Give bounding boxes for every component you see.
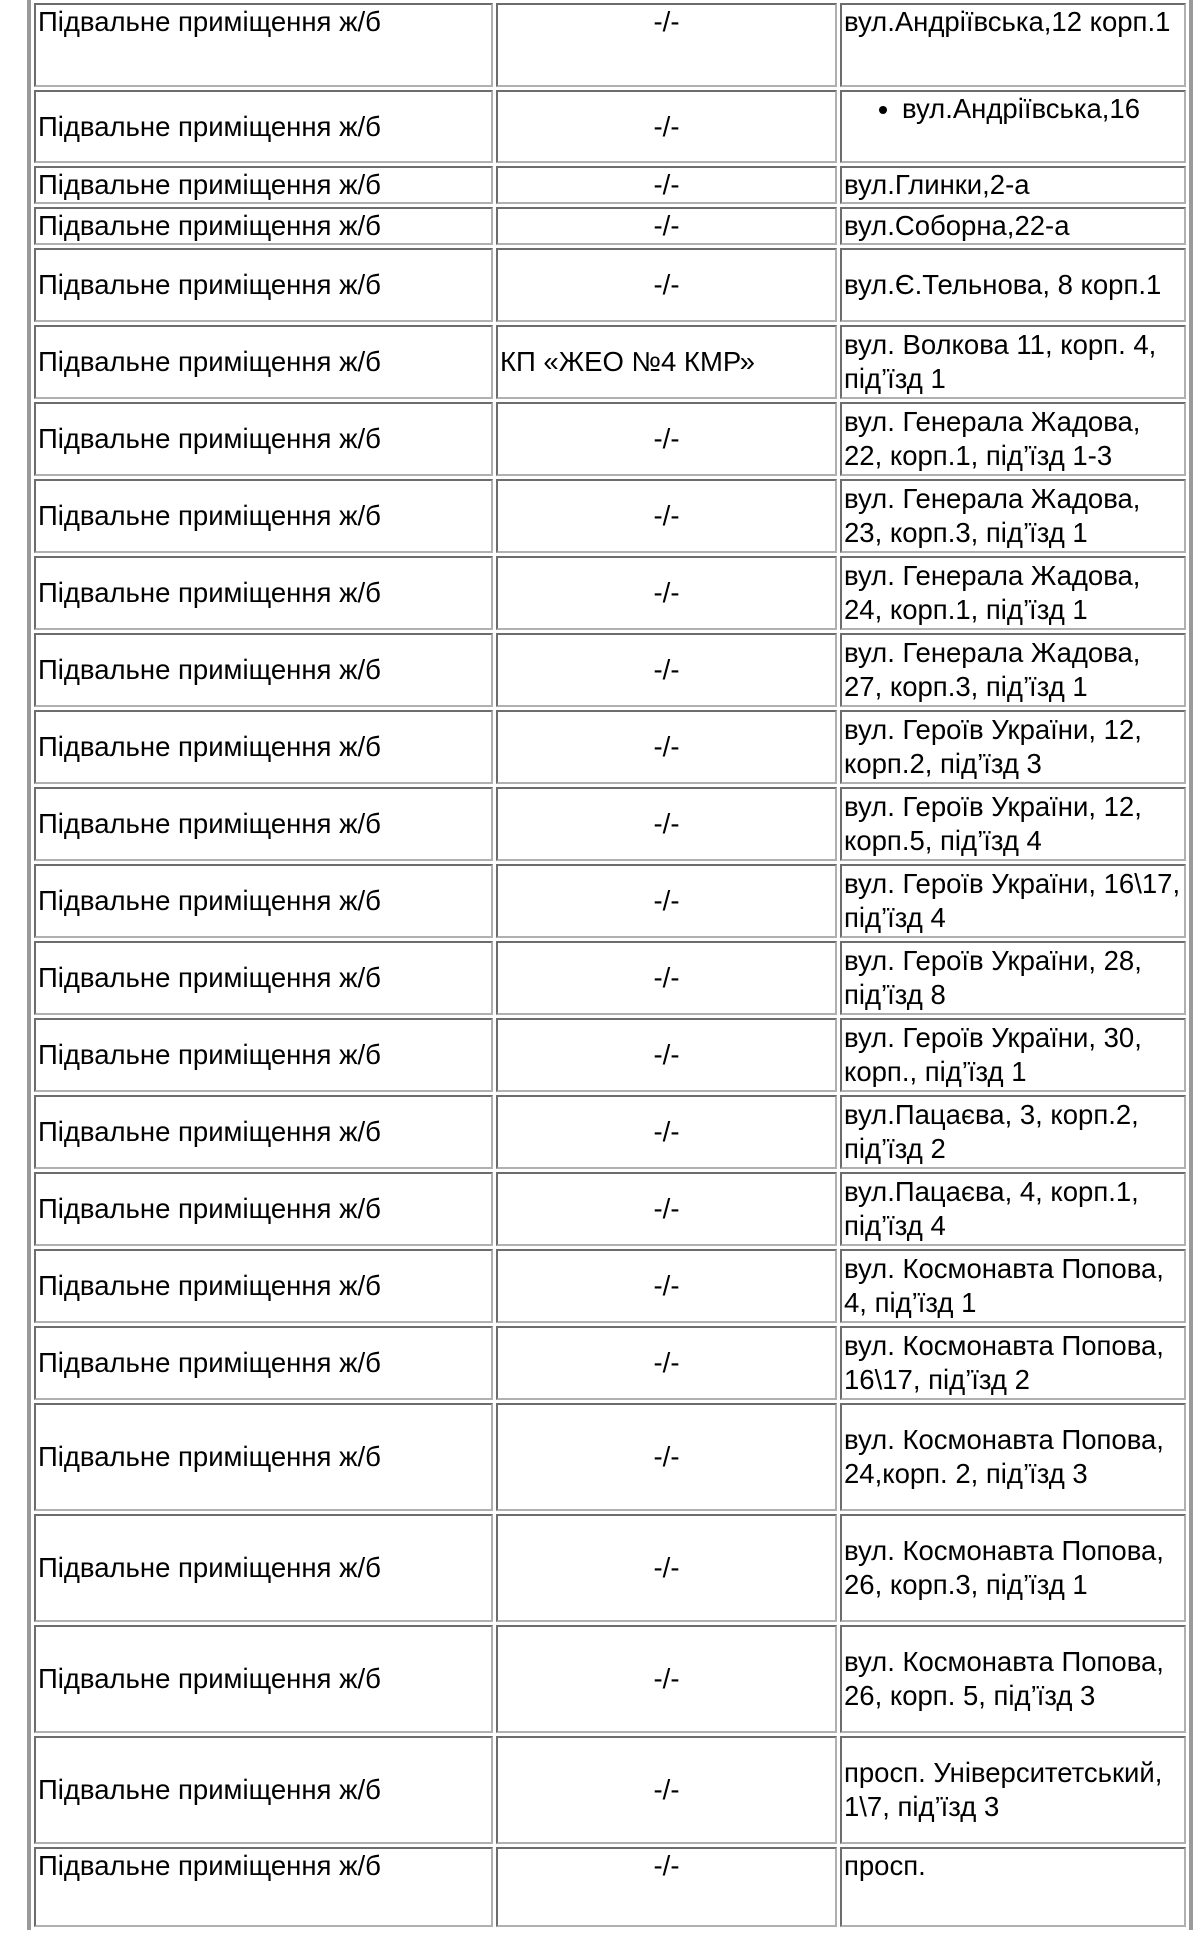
premises-type-cell: Підвальне приміщення ж/б [34,1625,493,1733]
premises-type-cell: Підвальне приміщення ж/б [34,248,493,322]
premises-type-cell: Підвальне приміщення ж/б [34,402,493,476]
table-row [34,166,1186,204]
address-cell: вул. Генерала Жадова, 24, корп.1, під’їзд 1 [840,556,1186,630]
address-cell: вул. Героїв України, 16\17, під’їзд 4 [840,864,1186,938]
address-cell: вул.Є.Тельнова, 8 корп.1 [840,248,1186,322]
table-row [34,325,1186,399]
premises-type-cell: Підвальне приміщення ж/б [34,1172,493,1246]
owner-cell: -/- [496,1625,837,1733]
owner-cell: -/- [496,941,837,1015]
address-cell: вул. Космонавта Попова, 4, під’їзд 1 [840,1249,1186,1323]
owner-cell: -/- [496,1018,837,1092]
table-row [34,710,1186,784]
premises-type-cell: Підвальне приміщення ж/б [34,556,493,630]
owner-cell: -/- [496,1847,837,1927]
owner-cell: -/- [496,1172,837,1246]
premises-type-cell: Підвальне приміщення ж/б [34,1847,493,1927]
owner-cell: -/- [496,1249,837,1323]
owner-cell: -/- [496,248,837,322]
address-cell: просп. [840,1847,1186,1927]
owner-cell: -/- [496,1736,837,1844]
owner-cell: -/- [496,556,837,630]
owner-cell: -/- [496,1326,837,1400]
address-cell: вул. Волкова 11, корп. 4, під’їзд 1 [840,325,1186,399]
table-row [34,787,1186,861]
table-row [34,1326,1186,1400]
table-row [34,1514,1186,1622]
owner-cell: -/- [496,864,837,938]
table-row [34,1847,1186,1927]
owner-cell: -/- [496,207,837,245]
premises-type-cell: Підвальне приміщення ж/б [34,864,493,938]
table-row [34,1625,1186,1733]
address-cell: вул. Космонавта Попова, 16\17, під’їзд 2 [840,1326,1186,1400]
premises-type-cell: Підвальне приміщення ж/б [34,1249,493,1323]
premises-type-cell: Підвальне приміщення ж/б [34,1736,493,1844]
premises-type-cell: Підвальне приміщення ж/б [34,710,493,784]
table-row [34,1172,1186,1246]
address-cell [840,90,1186,163]
address-cell: просп. Університетський, 1\7, під’їзд 3 [840,1736,1186,1844]
address-cell: вул. Космонавта Попова, 26, корп.3, під’їзд 1 [840,1514,1186,1622]
table-row [34,633,1186,707]
owner-cell: -/- [496,1514,837,1622]
address-list [844,92,1182,126]
address-cell: вул. Героїв України, 30, корп., під’їзд 1 [840,1018,1186,1092]
premises-type-cell: Підвальне приміщення ж/б [34,787,493,861]
premises-type-cell: Підвальне приміщення ж/б [34,1095,493,1169]
table-row [34,1736,1186,1844]
address-cell: вул. Героїв України, 12, корп.5, під’їзд 4 [840,787,1186,861]
premises-type-cell: Підвальне приміщення ж/б [34,207,493,245]
owner-cell: -/- [496,1095,837,1169]
table-row [34,479,1186,553]
owner-cell: -/- [496,90,837,163]
owner-cell: -/- [496,3,837,87]
address-cell: вул. Космонавта Попова, 24,корп. 2, під’їзд 3 [840,1403,1186,1511]
table-row [34,402,1186,476]
address-cell: вул.Пацаєва, 4, корп.1, під’їзд 4 [840,1172,1186,1246]
table-row [34,556,1186,630]
shelters-table [27,0,1193,1930]
premises-type-cell: Підвальне приміщення ж/б [34,166,493,204]
owner-cell: -/- [496,787,837,861]
premises-type-cell: Підвальне приміщення ж/б [34,633,493,707]
address-cell: вул. Генерала Жадова, 27, корп.3, під’їзд 1 [840,633,1186,707]
table-row [34,207,1186,245]
address-cell: вул. Героїв України, 12, корп.2, під’їзд 3 [840,710,1186,784]
table-row [34,1095,1186,1169]
address-cell: вул.Соборна,22-а [840,207,1186,245]
address-cell: вул. Космонавта Попова, 26, корп. 5, під’їзд 3 [840,1625,1186,1733]
premises-type-cell: Підвальне приміщення ж/б [34,1514,493,1622]
address-cell: вул. Генерала Жадова, 23, корп.3, під’їзд 1 [840,479,1186,553]
table-row [34,1403,1186,1511]
table-row [34,941,1186,1015]
owner-cell: -/- [496,1403,837,1511]
premises-type-cell: Підвальне приміщення ж/б [34,325,493,399]
table-row [34,1018,1186,1092]
address-cell: вул. Генерала Жадова, 22, корп.1, під’їзд 1-3 [840,402,1186,476]
owner-cell: -/- [496,479,837,553]
premises-type-cell: Підвальне приміщення ж/б [34,1403,493,1511]
premises-type-cell: Підвальне приміщення ж/б [34,1018,493,1092]
premises-type-cell: Підвальне приміщення ж/б [34,3,493,87]
address-cell: вул. Героїв України, 28, під’їзд 8 [840,941,1186,1015]
owner-cell: -/- [496,402,837,476]
owner-cell: КП «ЖЕО №4 КМР» [496,325,837,399]
address-cell: вул.Глинки,2-а [840,166,1186,204]
table-row [34,90,1186,163]
owner-cell: -/- [496,633,837,707]
premises-type-cell: Підвальне приміщення ж/б [34,90,493,163]
address-cell: вул.Пацаєва, 3, корп.2, під’їзд 2 [840,1095,1186,1169]
table-row [34,3,1186,87]
premises-type-cell: Підвальне приміщення ж/б [34,941,493,1015]
table-row [34,864,1186,938]
premises-type-cell: Підвальне приміщення ж/б [34,1326,493,1400]
list-item: • вул.Андріївська,16 [902,92,1182,126]
address-cell: вул.Андріївська,12 корп.1 [840,3,1186,87]
premises-type-cell: Підвальне приміщення ж/б [34,479,493,553]
table-row [34,1249,1186,1323]
table-row [34,248,1186,322]
owner-cell: -/- [496,710,837,784]
owner-cell: -/- [496,166,837,204]
